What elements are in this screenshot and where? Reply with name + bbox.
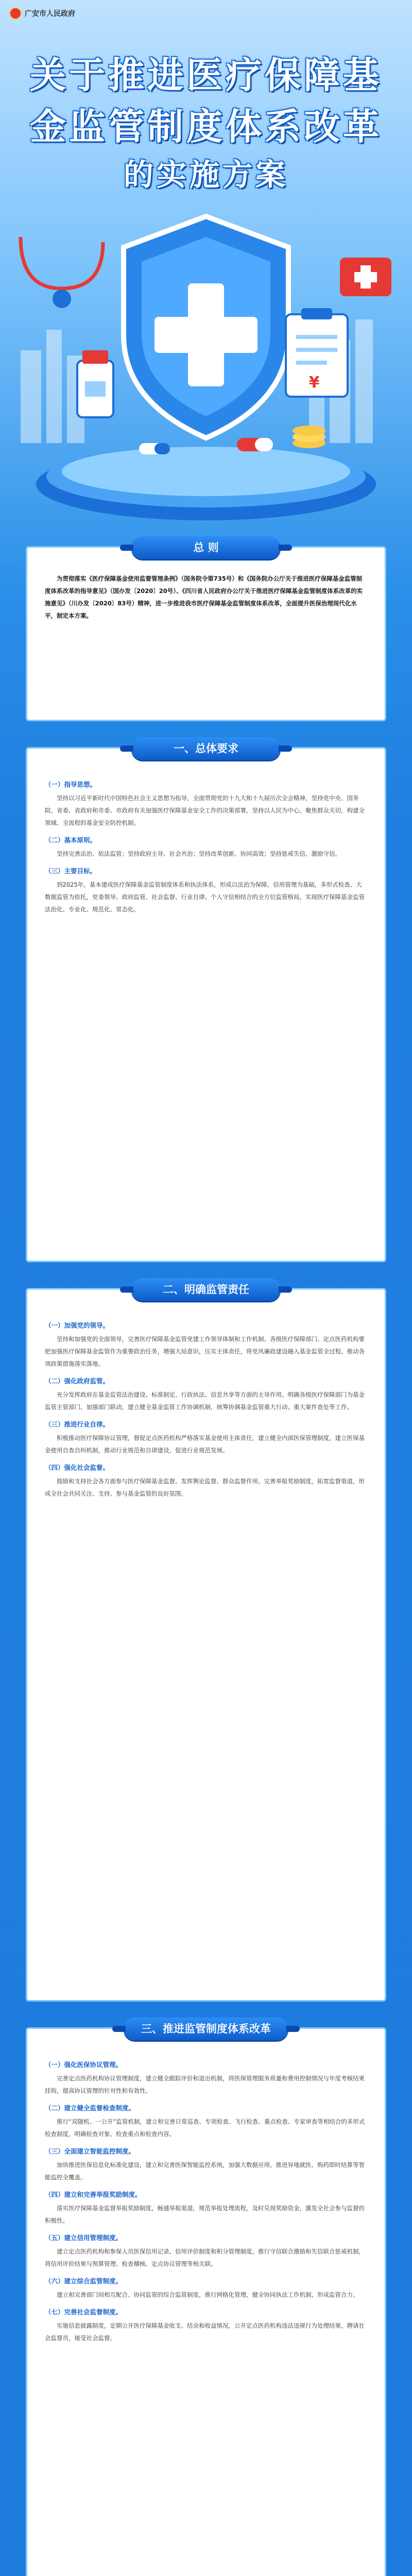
section-heading: （二）强化政府监管。 — [45, 1377, 110, 1385]
intro-paragraph: 为贯彻落实《医疗保障基金使用监督管理条例》（国务院令第735号）和《国务院办公厅关于推进医疗保障基金监管制度体系改革的指导意见》（国办发〔2020〕20号）、《四川省人民政府办公厅关于推进医疗保障基金监管制度体系改革的实施意见》（川办发〔2020〕83号）精神，进一步推进我市医疗保障基金监管制度体系改革，全面提升医保治理现代化水平，制定本方案。 — [45, 575, 363, 619]
section-paragraph: 落实医疗保障基金监督举报奖励制度，畅通举报渠道，规范举报处理流程，及时兑现奖励资金，激发全社会参与监督的积极性。 — [45, 2205, 365, 2224]
section-title: 二、明确监管责任 — [131, 1278, 281, 1301]
section-paragraph: 充分发挥政府在基金监管法治建设、标准制定、行政执法、信息共享等方面的主导作用。明确各级医疗保障部门为基金监管主管部门，加强部门联动，建立健全基金监管工作协调机制，统筹协调基金监管重大行动、重大案件查处等工作。 — [45, 1391, 365, 1411]
section-paragraph: 建立和完善部门间相互配合、协同监管的综合监管制度，推行网格化管理，健全协同执法工作机制，形成监管合力。 — [57, 2291, 359, 2298]
section-card-3 — [26, 2023, 386, 2576]
section-heading: （六）建立综合监管制度。 — [45, 2277, 123, 2285]
section-heading: （四）建立和完善举报奖励制度。 — [45, 2191, 142, 2198]
section-paragraph: 建立定点医药机构和参保人员医保信用记录、信用评价制度和积分管理制度，推行守信联合激励和失信联合惩戒机制，将信用评价结果与预算管理、检查稽核、定点协议管理等相关联。 — [45, 2248, 365, 2267]
section-heading: （四）强化社会监督。 — [45, 1464, 110, 1471]
section-paragraph: 加快推进医保信息化标准化建设，建立和完善医保智能监控系统，加强大数据应用，推进异地就医、购药即时结算等智能监控全覆盖。 — [45, 2161, 365, 2181]
first-aid-kit-icon — [340, 258, 391, 296]
medicine-bottle-icon — [77, 350, 113, 417]
section-heading: （一）强化医保协议管理。 — [45, 2061, 123, 2069]
intro-title: 总 则 — [131, 536, 281, 559]
svg-text:¥: ¥ — [308, 374, 320, 392]
section-heading: （二）建立健全监督检查制度。 — [45, 2104, 135, 2112]
section-heading: （五）建立信用管理制度。 — [45, 2234, 123, 2242]
brand-name: 广安市人民政府 — [25, 10, 75, 18]
section-paragraph: 推行“双随机、一公开”监管机制，建立和完善日常巡查、专项检查、飞行检查、重点检查、专家审查等相结合的多形式检查制度，明确检查对象、检查重点和检查内容。 — [45, 2118, 365, 2138]
section-heading: （三）推进行业自律。 — [45, 1420, 110, 1428]
hero-title-line3: 的实施方案 — [123, 157, 288, 192]
section-paragraph: 实施信息披露制度，定期公开医疗保障基金收支、结余和收益情况，公开定点医药机构违法违规行为处理结果，聘请社会监督员，接受社会监督。 — [45, 2322, 365, 2342]
section-paragraph: 积极推动医疗保障协议管理，督促定点医药机构严格落实基金使用主体责任，建立健全内部医保管理制度，建立医保基金使用自查自纠机制，推动行业规范和自律建设，促进行业规范发展。 — [45, 1434, 365, 1454]
section-heading: （三）全面建立智能监控制度。 — [45, 2147, 135, 2155]
section-title: 三、推进监管制度体系改革 — [124, 2018, 288, 2040]
section-heading: （一）加强党的领导。 — [45, 1321, 110, 1329]
section-paragraph: 完善定点医药机构协议管理制度，建立健全跟踪评价和退出机制，将医保管理服务质量和费用控制情况与年度考核结果挂钩，提高协议管理的针对性和有效性。 — [45, 2075, 365, 2094]
section-paragraph: 坚持和加强党的全面领导，完善医疗保障基金监管党建工作领导体制和工作机制。各级医疗保障部门、定点医药机构要把加强医疗保障基金监管作为重要政治任务，增强大局意识，压实主体责任，将党风廉政建设融入基金监管全过程，推动各项政策措施落实落地。 — [45, 1335, 365, 1367]
document-clipboard-icon — [286, 308, 348, 397]
section-paragraph: 鼓励和支持社会各方面参与医疗保障基金监督，发挥舆论监督、群众监督作用。完善举报奖励制度，拓宽监督渠道，形成全社会共同关注、支持、参与基金监管的良好氛围。 — [45, 1478, 365, 1497]
section-title: 一、总体要求 — [131, 737, 281, 760]
section-card-1 — [26, 742, 386, 1262]
section-heading: （七）完善社会监督制度。 — [45, 2308, 123, 2316]
section-paragraph: 坚持以习近平新时代中国特色社会主义思想为指导，全面贯彻党的十九大和十九届历次全会精神，坚持党中央、国务院、省委、省政府和市委、市政府有关加强医疗保障基金安全工作的决策部署，坚持以人民为中心，聚焦群众关切，构建全领域、全流程的基金安全防控机制。 — [45, 794, 365, 826]
hero-title-line1: 关于推进医疗保障基 — [30, 54, 382, 96]
platform-base — [36, 446, 376, 520]
coin-stack-icon — [293, 426, 325, 448]
intro-card — [26, 541, 386, 721]
section-heading: （三）主要目标。 — [45, 867, 97, 875]
stethoscope-icon — [21, 237, 103, 308]
section-paragraph: 坚持完善法治、依法监管；坚持政府主导、社会共治；坚持改革创新、协同高效；坚持惩戒失信、激励守信。 — [57, 850, 341, 857]
hero-illustration — [0, 196, 412, 536]
section-paragraph: 到2025年，基本建成医疗保障基金监管制度体系和执法体系，形成以法治为保障，信用管理为基础，多形式检查、大数据监管为依托，党委领导、政府监管、社会监督、行业自律、个人守信相结合的全方位监管格局，实现医疗保障基金监管法治化、专业化、规范化、常态化。 — [45, 881, 365, 913]
section-heading: （二）基本原则。 — [45, 836, 97, 844]
hero-title-line2: 金监管制度体系改革 — [30, 105, 382, 148]
shield-icon — [124, 216, 288, 438]
section-heading: （一）指导思想。 — [45, 781, 97, 788]
government-emblem-icon — [9, 7, 22, 20]
brand — [9, 7, 75, 20]
section-card-2 — [26, 1283, 386, 2002]
